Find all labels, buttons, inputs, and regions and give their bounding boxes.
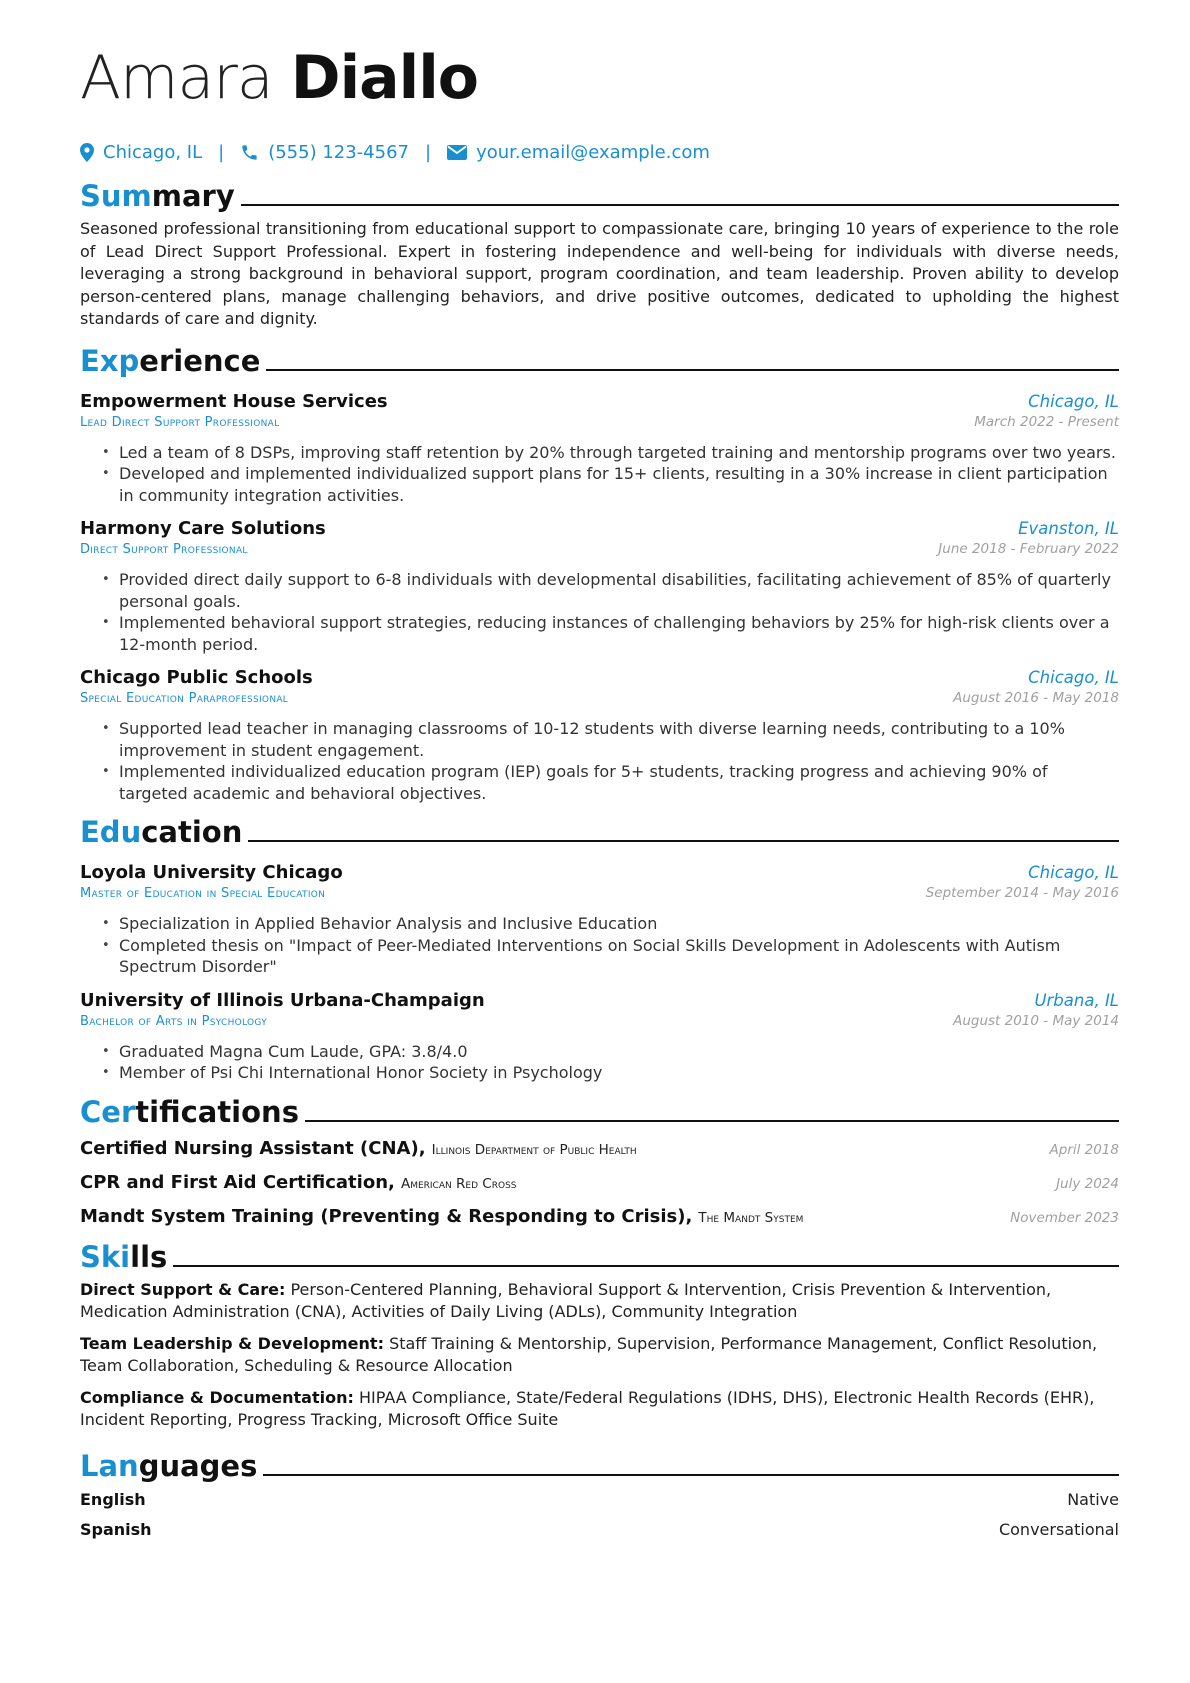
- contact-location: [80, 142, 202, 163]
- bullet-item: • Provided direct daily support to 6-8 individuals with developmental disabilities, facilitating achievement of 85% of quarterly personal goals.: [102, 569, 1119, 612]
- school-name: Loyola University Chicago: [80, 862, 343, 883]
- bullet-item: • Supported lead teacher in managing classrooms of 10-12 students with diverse learning needs, contributing to a 10% improvement in student engagement.: [102, 718, 1119, 761]
- certification-date: November 2023: [1010, 1209, 1119, 1226]
- certification-date: April 2018: [1049, 1141, 1119, 1158]
- language-name: Spanish: [80, 1519, 152, 1539]
- section-title: Summary: [80, 179, 235, 213]
- experience-entry: [80, 391, 1119, 507]
- bullet-list: [80, 1041, 1119, 1084]
- skills-heading: [80, 1237, 1119, 1275]
- section-rule: [248, 840, 1119, 842]
- first-name: Amara: [80, 43, 273, 113]
- entry-dates: June 2018 - February 2022: [938, 541, 1119, 557]
- school-name: University of Illinois Urbana-Champaign: [80, 989, 485, 1011]
- experience-heading: [80, 341, 1119, 379]
- contact-separator: |: [425, 141, 432, 163]
- bullet-item: • Implemented behavioral support strategies, reducing instances of challenging behaviors by 25% for high-risk clients over a 12-month period.: [102, 612, 1119, 655]
- language-level: Conversational: [998, 1519, 1119, 1539]
- certification-item: CPR and First Aid Certification, American Red Cross July 2024: [80, 1171, 1119, 1193]
- certification-name: Certified Nursing Assistant (CNA): [80, 1137, 419, 1159]
- section-rule: [305, 1120, 1119, 1122]
- job-title: Direct Support Professional: [80, 542, 248, 557]
- certification-date: July 2024: [1056, 1175, 1119, 1192]
- experience-entry: [80, 518, 1119, 655]
- skill-group: [80, 1333, 1119, 1378]
- education-entry: [80, 990, 1119, 1084]
- entry-dates: March 2022 - Present: [974, 413, 1119, 430]
- contact-email[interactable]: [447, 142, 710, 163]
- language-item: [80, 1490, 1119, 1509]
- skills-list: [80, 1279, 1119, 1432]
- summary-text: Seasoned professional transitioning from educational support to compassionate care, bringing 10 years of experience to the role of Lead Direct Support Professional. Expert in fostering independence and well-being for individuals with diverse needs, leveraging a strong background in behavioral support, program coordination, and team leadership. Proven ability to develop person-centered plans, manage challenging behaviors, and drive positive outcomes, dedicated to upholding the highest standards of care and dignity.: [80, 219, 1119, 328]
- entry-location: Chicago, IL: [1028, 668, 1119, 687]
- contact-phone[interactable]: [240, 142, 409, 163]
- skill-group: [80, 1279, 1119, 1324]
- bullet-item: • Graduated Magna Cum Laude, GPA: 3.8/4.0: [102, 1041, 1119, 1063]
- map-pin-icon: [80, 143, 94, 162]
- section-title: Skills: [80, 1239, 168, 1274]
- section-title: Experience: [80, 343, 261, 378]
- skill-group: [80, 1387, 1119, 1432]
- section-rule: [173, 1265, 1119, 1267]
- contact-separator: |: [218, 141, 225, 163]
- entry-dates: August 2016 - May 2018: [953, 690, 1119, 706]
- certification-issuer: American Red Cross: [400, 1175, 517, 1192]
- education-heading: [80, 812, 1119, 850]
- certification-issuer: The Mandt System: [698, 1209, 804, 1226]
- job-title: Lead Direct Support Professional: [80, 414, 280, 430]
- bullet-list: [80, 718, 1119, 804]
- name-heading: [80, 42, 1119, 114]
- section-rule: [263, 1474, 1119, 1476]
- job-title: Special Education Paraprofessional: [80, 691, 289, 706]
- certification-item: Certified Nursing Assistant (CNA), Illinois Department of Public Health April 2018: [80, 1137, 1119, 1159]
- employer-name: Chicago Public Schools: [80, 667, 313, 688]
- bullet-list: [80, 442, 1119, 507]
- certification-name: CPR and First Aid Certification: [80, 1171, 389, 1193]
- entry-dates: August 2010 - May 2014: [953, 1012, 1119, 1029]
- contact-line: [80, 140, 1119, 164]
- bullet-item: • Member of Psi Chi International Honor Society in Psychology: [102, 1062, 1119, 1084]
- certification-issuer: Illinois Department of Public Health: [431, 1141, 637, 1158]
- phone-icon: [240, 143, 259, 162]
- section-title: Languages: [80, 1448, 258, 1483]
- degree: Bachelor of Arts in Psychology: [80, 1013, 268, 1029]
- entry-location: Evanston, IL: [1018, 519, 1119, 538]
- skill-values: Staff Training & Mentorship, Supervision, Performance Management, Conflict Resolution, Team Collaboration, Scheduling & Resource Allocation: [80, 1333, 1098, 1375]
- certification-list: [80, 1138, 1119, 1227]
- employer-name: Harmony Care Solutions: [80, 518, 326, 539]
- certification-item: Mandt System Training (Preventing & Responding to Crisis), The Mandt System November 2023: [80, 1205, 1119, 1227]
- section-title: Certifications: [80, 1094, 299, 1129]
- employer-name: Empowerment House Services: [80, 390, 388, 412]
- education-entry: [80, 862, 1119, 978]
- section-title: Education: [80, 815, 243, 849]
- envelope-icon: [447, 145, 467, 160]
- summary-heading: [80, 176, 1119, 214]
- entry-location: Chicago, IL: [1028, 863, 1119, 882]
- bullet-item: • Completed thesis on "Impact of Peer-Mediated Interventions on Social Skills Development in Adolescents with Autism Spectrum Disorder": [102, 935, 1119, 978]
- last-name: Diallo: [290, 43, 478, 113]
- languages-list: [80, 1490, 1119, 1539]
- experience-entry: [80, 667, 1119, 804]
- skill-category: Direct Support & Care:: [80, 1279, 286, 1299]
- entry-location: Urbana, IL: [1034, 990, 1119, 1010]
- language-item: [80, 1520, 1119, 1539]
- entry-dates: September 2014 - May 2016: [925, 885, 1119, 901]
- skill-values: HIPAA Compliance, State/Federal Regulations (IDHS, DHS), Electronic Health Records (EHR), Incident Reporting, Progress Tracking, Microsoft Office Suite: [80, 1387, 1095, 1429]
- section-rule: [266, 369, 1119, 371]
- email-link: your.email@example.com: [476, 141, 710, 163]
- bullet-list: [80, 913, 1119, 978]
- certification-name: Mandt System Training (Preventing & Responding to Crisis): [80, 1205, 686, 1227]
- location-text: Chicago, IL: [103, 141, 203, 163]
- skill-category: Compliance & Documentation:: [80, 1387, 354, 1407]
- degree: Master of Education in Special Education: [80, 886, 326, 901]
- skill-category: Team Leadership & Development:: [80, 1333, 384, 1353]
- bullet-item: • Implemented individualized education program (IEP) goals for 5+ students, tracking progress and achieving 90% of targeted academic and behavioral objectives.: [102, 761, 1119, 804]
- bullet-item: • Specialization in Applied Behavior Analysis and Inclusive Education: [102, 913, 1119, 935]
- bullet-list: [80, 569, 1119, 655]
- phone-text: (555) 123-4567: [268, 141, 409, 163]
- bullet-item: • Developed and implemented individualized support plans for 15+ clients, resulting in a 30% increase in client participation in community integration activities.: [102, 463, 1119, 506]
- language-level: Native: [1067, 1489, 1119, 1509]
- language-name: English: [80, 1489, 146, 1509]
- section-rule: [241, 204, 1119, 206]
- entry-location: Chicago, IL: [1028, 391, 1119, 411]
- languages-heading: [80, 1446, 1119, 1484]
- certifications-heading: [80, 1092, 1119, 1130]
- skill-values: Person-Centered Planning, Behavioral Support & Intervention, Crisis Prevention & Intervention, Medication Administration (CNA), Activities of Daily Living (ADLs), Community Integration: [80, 1279, 1052, 1321]
- bullet-item: • Led a team of 8 DSPs, improving staff retention by 20% through targeted training and mentorship programs over two years.: [102, 442, 1119, 464]
